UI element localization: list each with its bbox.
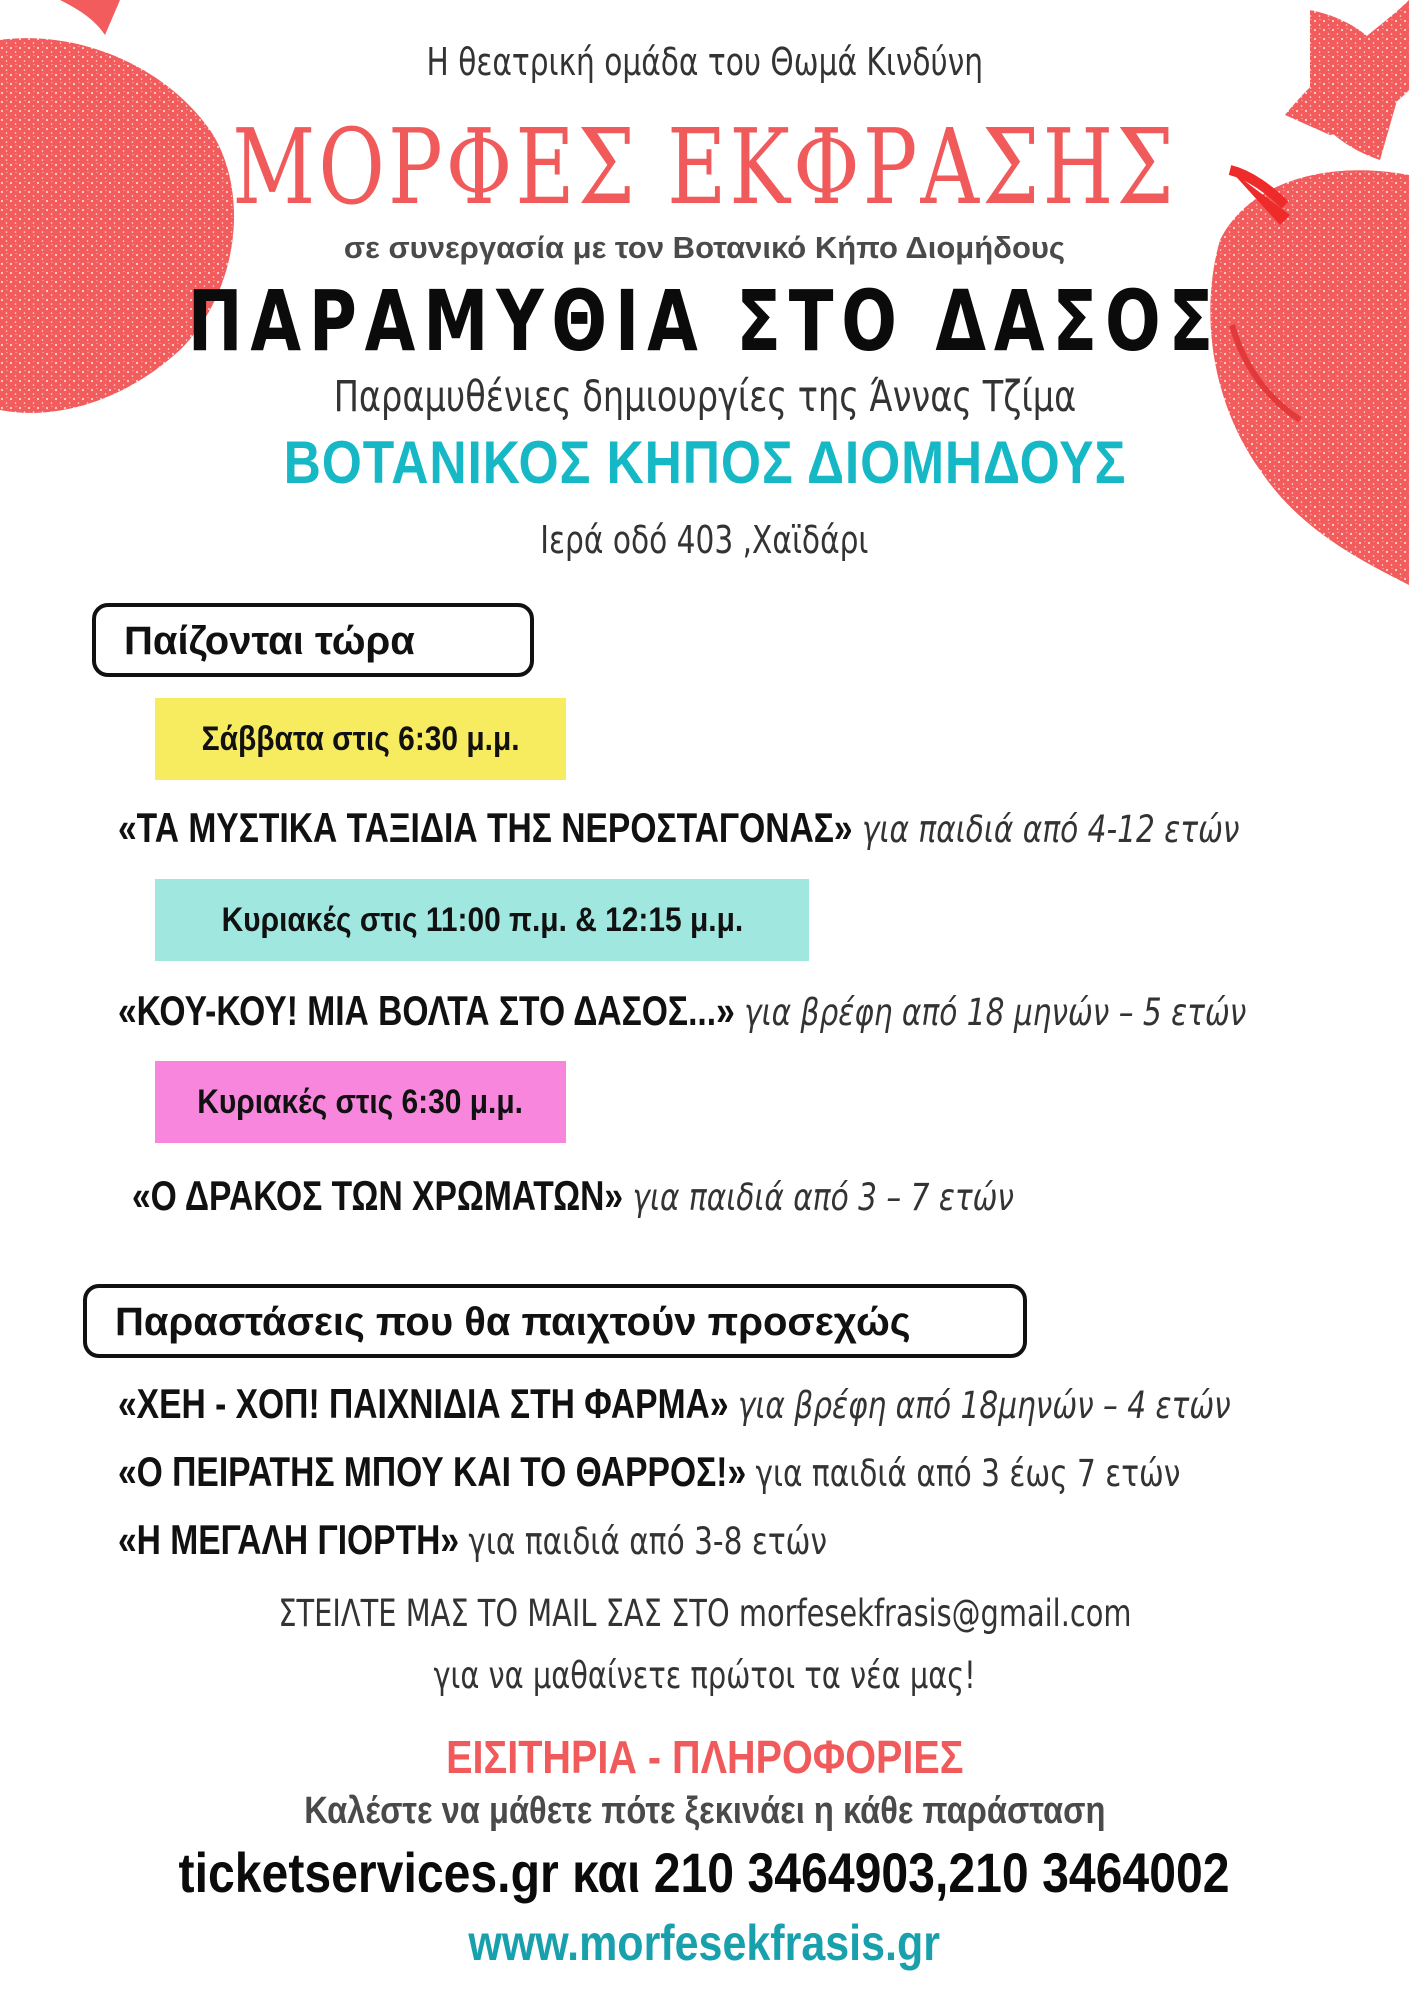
venue-name: ΒΟΤΑΝΙΚΟΣ ΚΗΠΟΣ ΔΙΟΜΗΔΟΥΣ	[283, 429, 1126, 496]
show-audience: για παιδιά από 4-12 ετών	[861, 808, 1240, 851]
website-link[interactable]: www.morfesekfrasis.gr	[468, 1915, 941, 1971]
event-title: ΠΑΡΑΜΥΘΙΑ ΣΤΟ ΔΑΣΟΣ	[187, 272, 1222, 370]
upcoming-heading: Παραστάσεις που θα παιχτούν προσεχώς	[83, 1284, 1027, 1358]
show-audience: για παιδιά από 3-8 ετών	[468, 1520, 827, 1563]
show-item	[118, 804, 1239, 852]
venue-address: Ιερά οδό 403 ,Χαϊδάρι	[540, 518, 869, 562]
newsletter-subline: για να μαθαίνετε πρώτοι τα νέα μας!	[433, 1654, 976, 1697]
collaboration-line: σε συνεργασία με τον Βοτανικό Κήπο Διομήδους	[343, 230, 1066, 265]
show-title: «ΤΑ ΜΥΣΤΙΚΑ ΤΑΞΙΔΙΑ ΤΗΣ ΝΕΡΟΣΤΑΓΟΝΑΣ»	[118, 804, 853, 851]
show-item	[132, 1172, 1014, 1220]
show-item	[118, 987, 1246, 1035]
troupe-title: ΜΟΡΦΕΣ ΕΚΦΡΑΣΗΣ	[232, 106, 1177, 228]
show-title: «ΧΕΗ - ΧΟΠ! ΠΑΙΧΝΙΔΙΑ ΣΤΗ ΦΑΡΜΑ»	[118, 1380, 729, 1427]
intro-line: Η θεατρική ομάδα του Θωμά Κινδύνη	[426, 40, 983, 84]
call-info: Καλέστε να μάθετε πότε ξεκινάει η κάθε παράσταση	[303, 1790, 1106, 1832]
creations-line: Παραμυθένιες δημιουργίες της Άννας Τζίμα	[333, 372, 1076, 422]
show-title: «ΚΟΥ-ΚΟΥ! ΜΙΑ ΒΟΛΤΑ ΣΤΟ ΔΑΣΟΣ...»	[118, 987, 735, 1034]
schedule-badge: Κυριακές στις 11:00 π.μ. & 12:15 μ.μ.	[155, 879, 809, 961]
now-playing-heading: Παίζονται τώρα	[92, 603, 534, 677]
tickets-heading: ΕΙΣΙΤΗΡΙΑ - ΠΛΗΡΟΦΟΡΙΕΣ	[445, 1731, 964, 1783]
show-title: «Ο ΠΕΙΡΑΤΗΣ ΜΠΟΥ ΚΑΙ ΤΟ ΘΑΡΡΟΣ!»	[118, 1448, 747, 1495]
show-audience: για βρέφη από 18 μηνών – 5 ετών	[744, 991, 1247, 1034]
show-audience: για παιδιά από 3 έως 7 ετών	[755, 1452, 1181, 1495]
schedule-badge: Κυριακές στις 6:30 μ.μ.	[155, 1061, 566, 1143]
show-title: «Η ΜΕΓΑΛΗ ΓΙΟΡΤΗ»	[118, 1516, 460, 1563]
ticket-phones: ticketservices.gr και 210 3464903,210 3464002	[178, 1841, 1230, 1904]
show-audience: για βρέφη από 18μηνών – 4 ετών	[737, 1384, 1231, 1427]
show-audience: για παιδιά από 3 – 7 ετών	[632, 1176, 1014, 1219]
show-title: «Ο ΔΡΑΚΟΣ ΤΩΝ ΧΡΩΜΑΤΩΝ»	[132, 1172, 624, 1219]
upcoming-item	[118, 1448, 1180, 1496]
upcoming-item	[118, 1380, 1231, 1428]
upcoming-item	[118, 1516, 827, 1564]
newsletter-line: ΣΤΕΙΛΤΕ ΜΑΣ ΤΟ MAIL ΣΑΣ ΣΤΟ morfesekfrasis@gmail.com	[277, 1592, 1132, 1635]
schedule-badge: Σάββατα στις 6:30 μ.μ.	[155, 698, 566, 780]
